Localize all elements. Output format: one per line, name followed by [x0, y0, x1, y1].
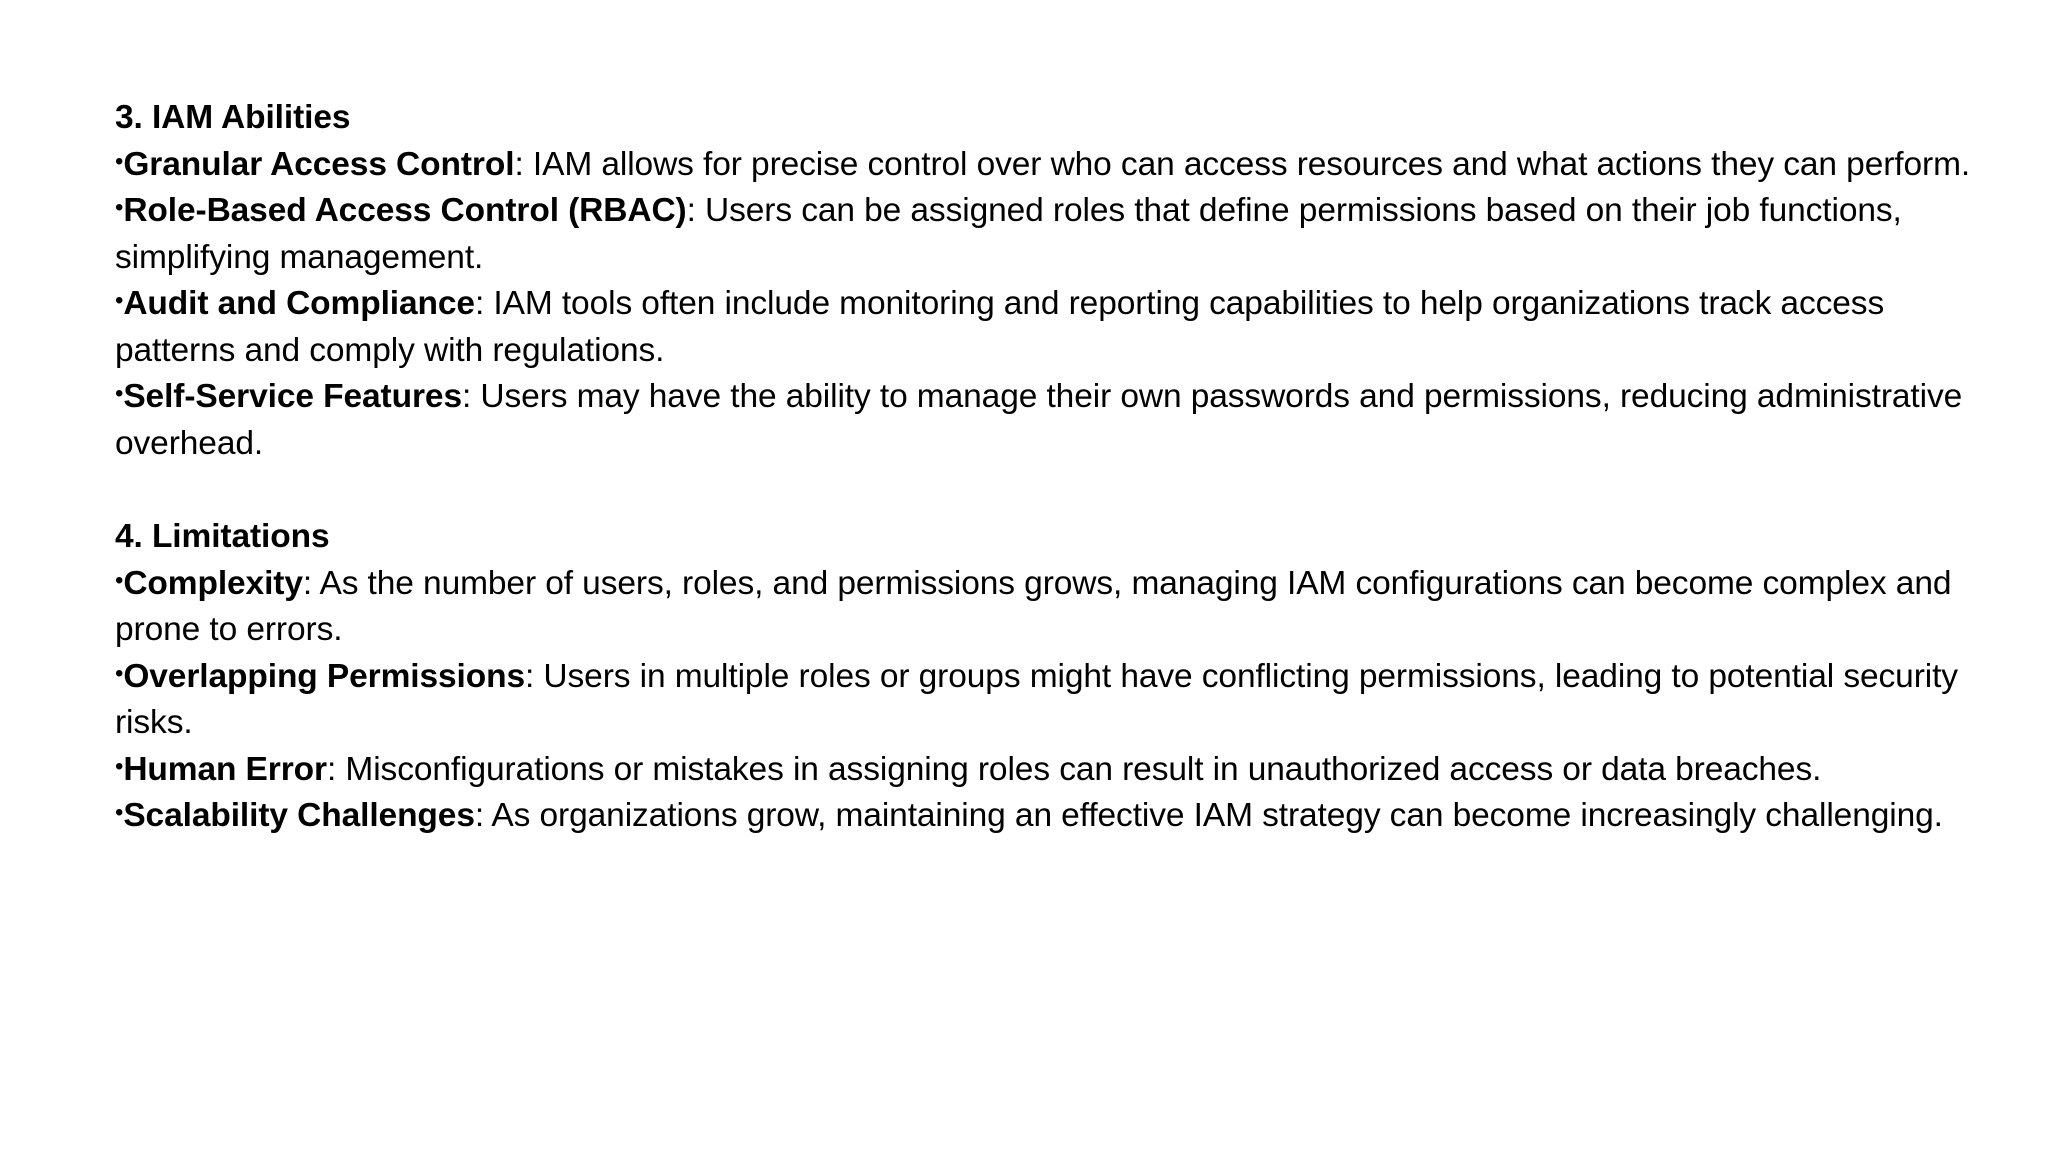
bullet-text: : Misconfigurations or mistakes in assigning roles can result in unauthorized access or data breaches.: [326, 750, 1822, 788]
bullet-text: : IAM allows for precise control over who can access resources and what actions they can perform.: [514, 145, 1971, 183]
bullet-term: Overlapping Permissions: [123, 657, 526, 695]
bullet-item: [115, 281, 1995, 374]
bullet-term: Scalability Challenges: [123, 797, 475, 834]
bullet-term: Granular Access Control: [123, 145, 515, 183]
bullet-term: Self-Service Features: [123, 378, 462, 415]
bullet-item: [115, 654, 1995, 747]
bullet-item: [115, 747, 1995, 794]
bullet-mark: •: [115, 799, 124, 826]
section-heading: 4. Limitations: [115, 518, 330, 555]
bullet-item: [115, 374, 1995, 467]
bullet-item: [115, 142, 1995, 189]
bullet-term: Role-Based Access Control (RBAC): [123, 192, 687, 229]
bullet-item: [115, 188, 1995, 281]
bullet-mark: •: [115, 147, 124, 175]
section-limitations: [115, 514, 1995, 840]
bullet-mark: •: [115, 566, 124, 594]
bullet-text: : Users in multiple roles or groups might have conflicting permissions, leading to potential security risks.: [115, 657, 1958, 741]
bullet-mark: •: [115, 752, 124, 780]
bullet-text: : Users can be assigned roles that define permissions based on their job functions, simplifying management.: [115, 192, 1902, 276]
section-iam-abilities: [115, 95, 1995, 467]
slide-content: [115, 95, 1995, 840]
bullet-text: : As the number of users, roles, and permissions grows, managing IAM configurations can become complex and prone to errors.: [115, 564, 1952, 648]
bullet-item: [115, 561, 1995, 654]
bullet-term: Complexity: [123, 564, 303, 602]
bullet-item: [115, 793, 1995, 840]
section-heading: 3. IAM Abilities: [115, 99, 351, 136]
bullet-term: Human Error: [123, 750, 327, 788]
bullet-text: : As organizations grow, maintaining an effective IAM strategy can become increasingly challenging.: [474, 797, 1943, 834]
bullet-mark: •: [115, 194, 124, 221]
bullet-text: : IAM tools often include monitoring and reporting capabilities to help organizations track access patterns and comply with regulations.: [115, 285, 1885, 369]
bullet-mark: •: [115, 659, 124, 687]
bullet-mark: •: [115, 287, 124, 314]
bullet-term: Audit and Compliance: [123, 285, 475, 322]
bullet-mark: •: [115, 380, 124, 407]
bullet-text: : Users may have the ability to manage their own passwords and permissions, reducing administrative overhead.: [115, 378, 1963, 462]
